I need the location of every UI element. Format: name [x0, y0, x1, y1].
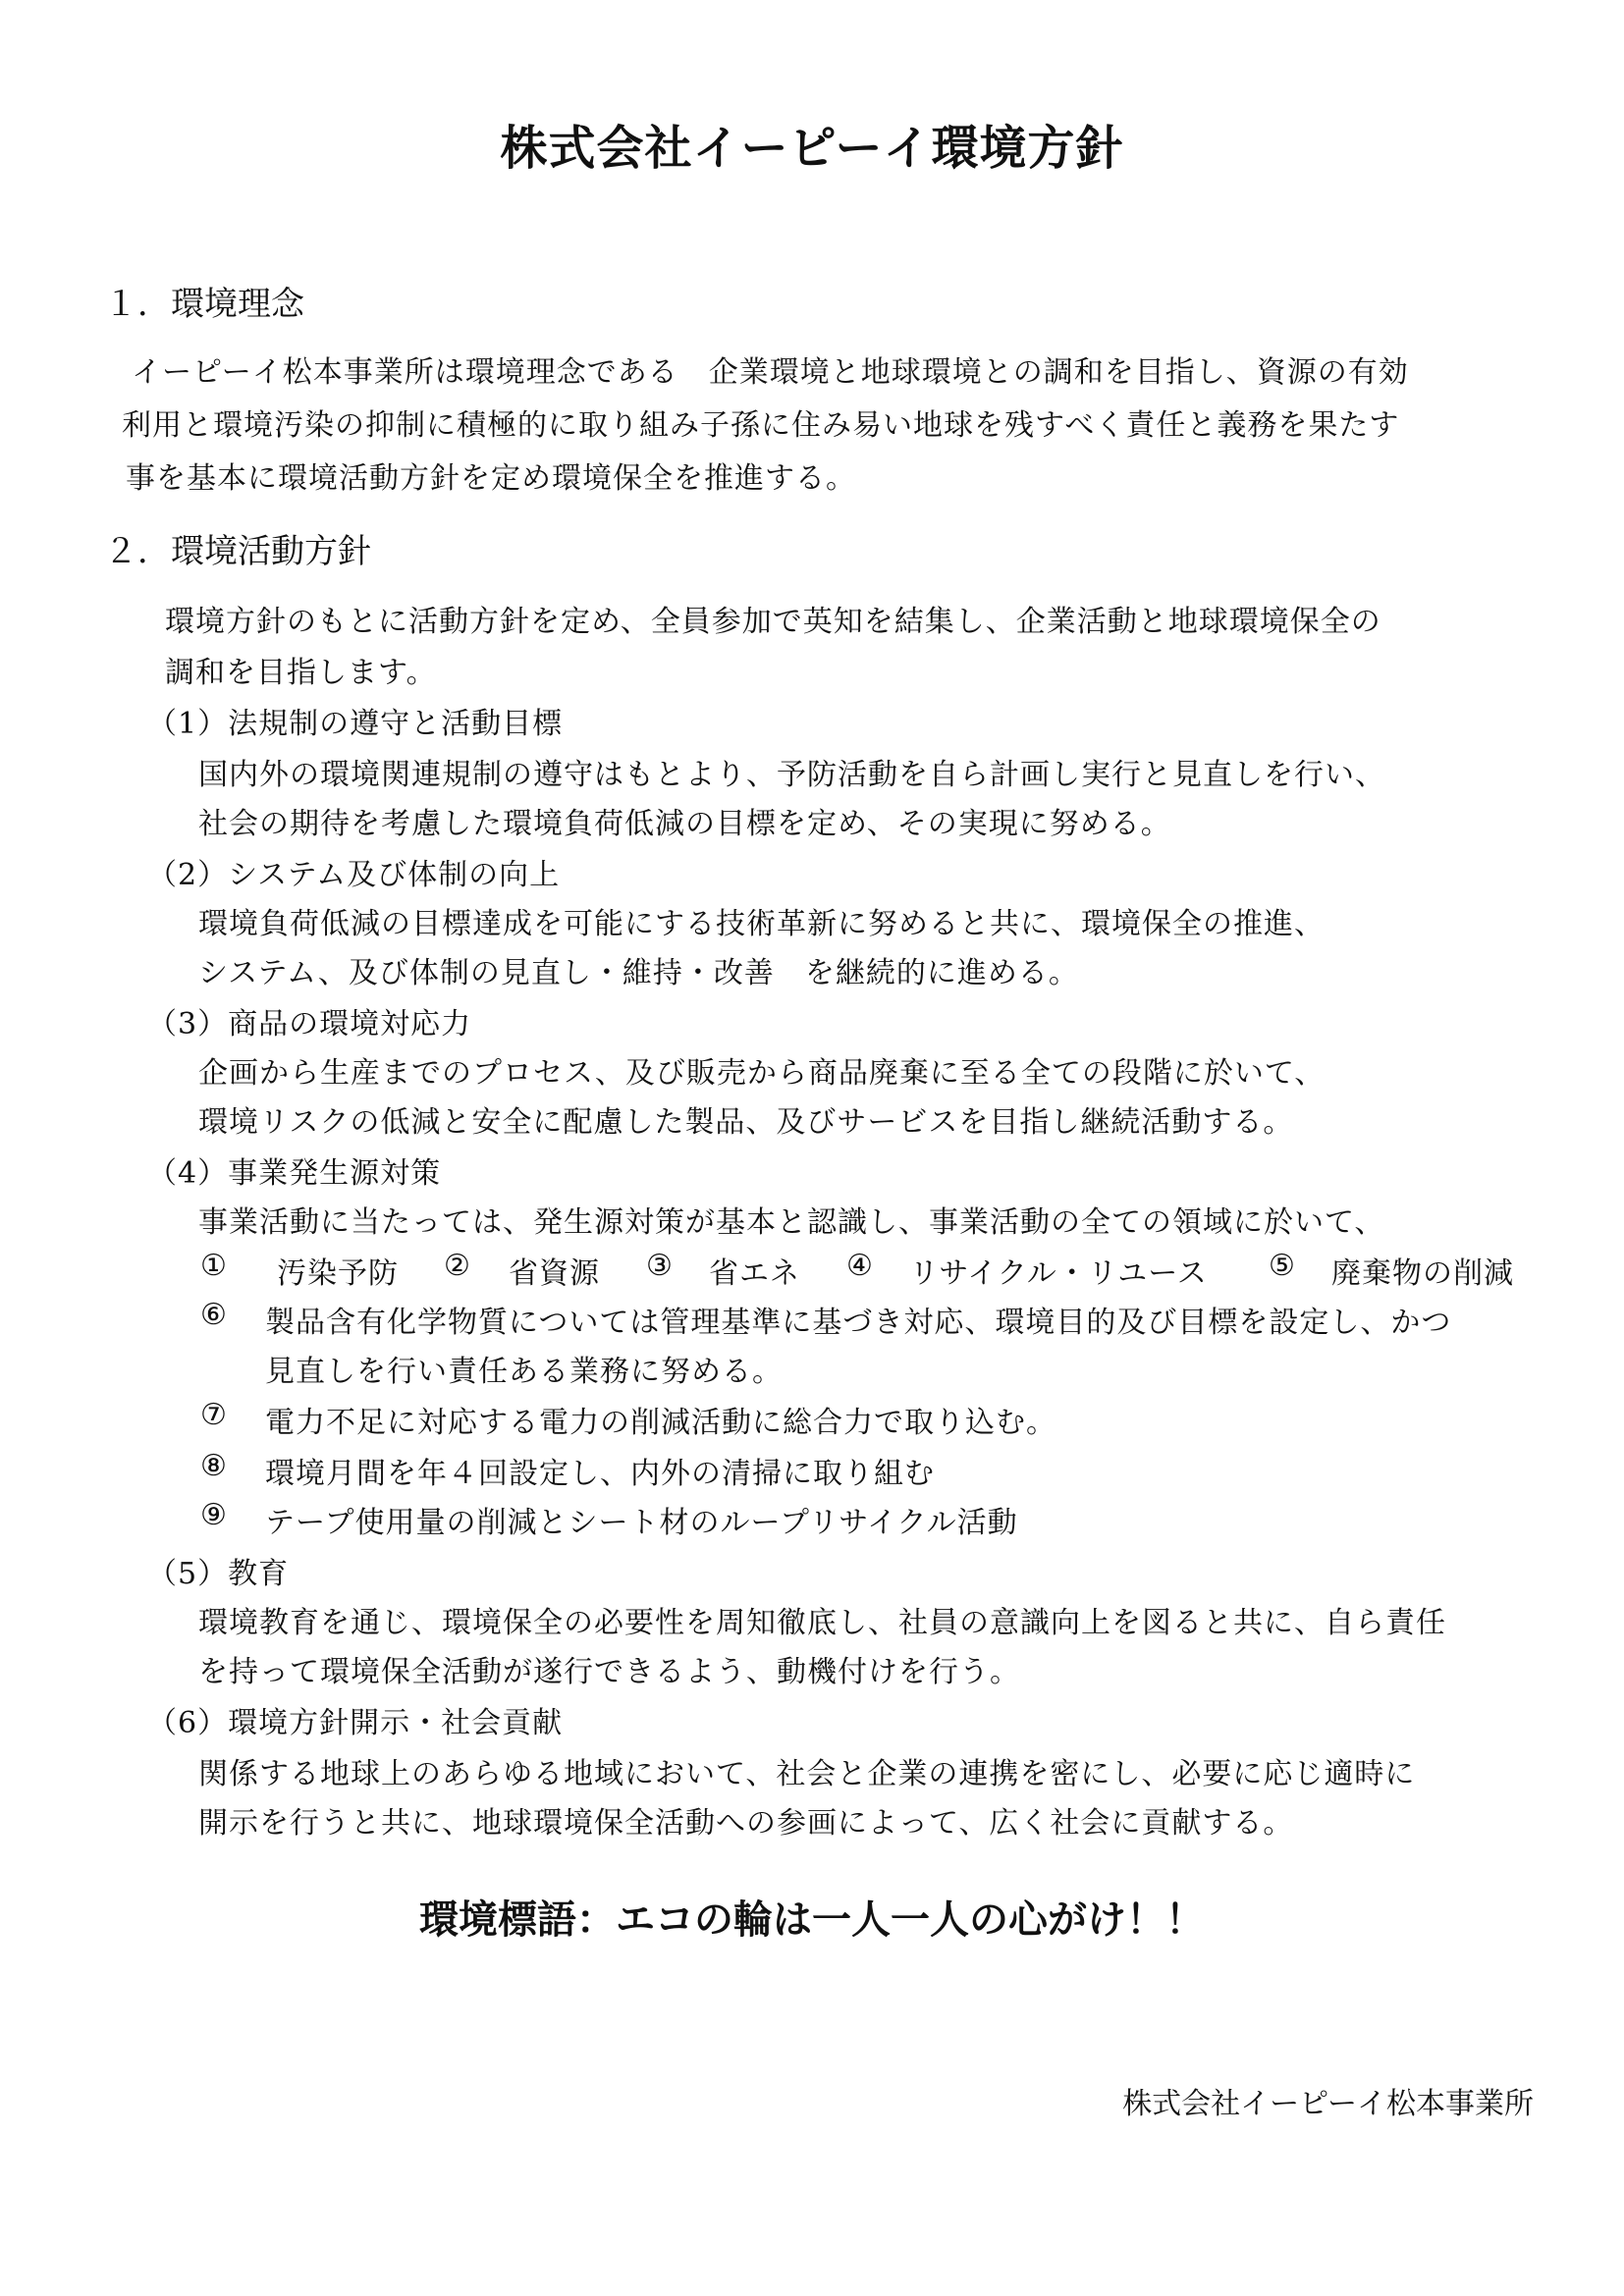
document-title: 株式会社イーピーイ環境方針	[500, 121, 1124, 176]
section-2-intro-line: 調和を目指します。	[165, 656, 437, 690]
numbered-item-line: 製品含有化学物質については管理基準に基づき対応、環境目的及び目標を設定し、かつ	[265, 1306, 1452, 1340]
measure-label: 省資源	[509, 1256, 600, 1291]
circled-number: ④	[846, 1249, 874, 1283]
policy-item-line: 環境リスクの低減と安全に配慮した製品、及びサービスを目指し継続活動する。	[198, 1105, 1294, 1140]
policy-item-label: （2）システム及び体制の向上	[147, 858, 561, 892]
policy-item-label: （5）教育	[147, 1557, 290, 1591]
section-2-heading: ２．環境活動方針	[104, 532, 371, 571]
measure-label: リサイクル・リユース	[909, 1256, 1208, 1291]
circled-number: ②	[444, 1249, 471, 1283]
measure-label: 省エネ	[709, 1256, 800, 1291]
circled-number: ⑤	[1269, 1249, 1296, 1283]
policy-item-line: 事業活動に当たっては、発生源対策が基本と認識し、事業活動の全ての領域に於いて、	[198, 1205, 1385, 1240]
circled-number: ③	[646, 1249, 674, 1283]
policy-item-line: 関係する地球上のあらゆる地域において、社会と企業の連携を密にし、必要に応じ適時に	[198, 1757, 1416, 1791]
measures-row	[0, 1249, 1624, 1291]
circled-number: ⑦	[200, 1398, 228, 1432]
circled-number: ⑧	[200, 1449, 228, 1483]
policy-item-line: 環境負荷低減の目標達成を可能にする技術革新に努めると共に、環境保全の推進、	[198, 907, 1325, 941]
circled-number: ①	[200, 1249, 228, 1283]
policy-item-label: （4）事業発生源対策	[147, 1156, 442, 1191]
policy-item-label: （1）法規制の遵守と活動目標	[147, 707, 564, 741]
environmental-slogan: 環境標語：エコの輪は一人一人の心がけ！！	[419, 1897, 1205, 1943]
policy-item-line: 開示を行うと共に、地球環境保全活動への参画によって、広く社会に貢献する。	[198, 1806, 1294, 1841]
policy-item-label: （6）環境方針開示・社会貢献	[147, 1706, 564, 1740]
policy-item-line: を持って環境保全活動が遂行できるよう、動機付けを行う。	[198, 1655, 1020, 1689]
policy-item-label: （3）商品の環境対応力	[147, 1007, 472, 1041]
section-2-intro-line: 環境方針のもとに活動方針を定め、全員参加で英知を結集し、企業活動と地球環境保全の	[165, 605, 1381, 639]
policy-item-line: 企画から生産までのプロセス、及び販売から商品廃棄に至る全ての段階に於いて、	[198, 1056, 1326, 1091]
section-1-line: 利用と環境汚染の抑制に積極的に取り組み子孫に住み易い地球を残すべく責任と義務を果たす	[122, 408, 1400, 443]
policy-item-line: 環境教育を通じ、環境保全の必要性を周知徹底し、社員の意識向上を図ると共に、自ら責任	[198, 1606, 1446, 1640]
measure-label: 汚染予防	[277, 1256, 399, 1291]
section-1-line: イーピーイ松本事業所は環境理念である 企業環境と地球環境との調和を目指し、資源の有効	[132, 355, 1409, 390]
policy-item-line: システム、及び体制の見直し・維持・改善 を継続的に進める。	[198, 956, 1079, 990]
numbered-item-line: 環境月間を年４回設定し、内外の清掃に取り組む	[265, 1457, 935, 1491]
circled-number: ⑥	[200, 1298, 228, 1332]
numbered-item-line: テープ使用量の削減とシート材のループリサイクル活動	[265, 1506, 1018, 1540]
policy-item-line: 社会の期待を考慮した環境負荷低減の目標を定め、その実現に努める。	[198, 807, 1171, 841]
section-1-heading: １．環境理念	[104, 285, 304, 324]
circled-number: ⑨	[200, 1498, 228, 1532]
measure-label: 廃棄物の削減	[1331, 1256, 1514, 1291]
policy-item-line: 国内外の環境関連規制の遵守はもとより、予防活動を自ら計画し実行と見直しを行い、	[198, 758, 1385, 792]
section-1-line: 事を基本に環境活動方針を定め環境保全を推進する。	[126, 461, 856, 496]
numbered-item-line: 電力不足に対応する電力の削減活動に総合力で取り込む。	[265, 1406, 1056, 1440]
numbered-item-line: 見直しを行い責任ある業務に努める。	[265, 1355, 783, 1389]
company-signature: 株式会社イーピーイ松本事業所	[1122, 2087, 1534, 2121]
